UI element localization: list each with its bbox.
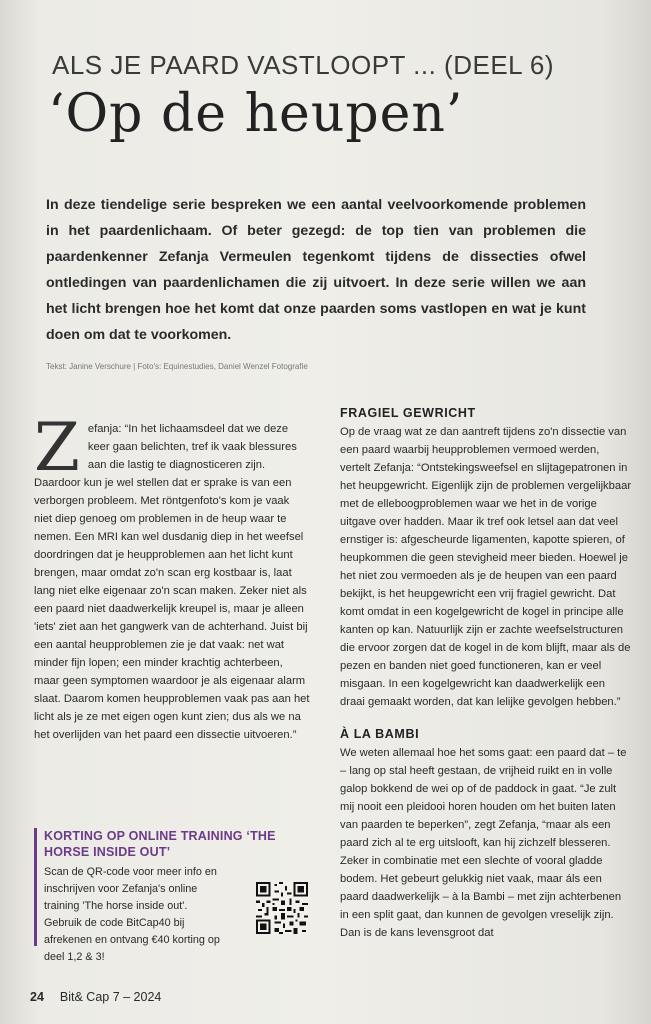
promo-heading: KORTING OP ONLINE TRAINING ‘THE HORSE INSIDE OUT’ (44, 829, 276, 859)
intro-paragraph: In deze tiendelige serie bespreken we een aantal veelvoorkomende problemen in het paardenlichaam. Of beter gezegd: de top tien van problemen die paardenkenner Zefanja Vermeulen tegenkomt tijdens de dissecties ofwel ontledingen van paardenlichamen die zij uitvoert. In deze serie willen we aan het licht brengen hoe het komt dat onze paarden soms vastlopen en wat je kunt doen om dat te voorkomen. (46, 197, 586, 343)
magazine-issue: Bit& Cap 7 – 2024 (59, 990, 162, 1004)
body-right-column (340, 404, 632, 956)
drop-cap: Z (34, 409, 80, 486)
qr-code-icon[interactable] (256, 882, 308, 934)
promo-box (34, 828, 310, 963)
page-number: 24 (30, 990, 44, 1004)
section-body-bambi: We weten allemaal hoe het soms gaat: een paard dat – te – lang op stal heeft gestaan, de vrijheid ruikt en in volle galop bokkend de wei op of de paddock in gaat. “Je zult mij nooit een pleidooi horen houden om het buiten laten van paarden te beperken”, zegt Zefanja, “maar als een paard zich al te erg uitslooft, kan hij zichzelf blesseren. Zeker in combinatie met een slechte of vooral gladde bodem. Het gebeurt gelukkig niet vaak, maar áls een paard daadwerkelijk – à la Bambi – met zijn achterbenen in een split gaat, dan kunnen de gevolgen vreselijk zijn. Dan is de kans levensgroot dat (340, 747, 627, 939)
body-left-text: efanja: “In het lichaamsdeel dat we deze keer gaan belichten, tref ik vaak blessures aan die lastig te diagnosticeren zijn. Daardoor kun je wel stellen dat er sprake is van een verborgen probleem. Met röntgenfoto's kom je vaak niet diep genoeg om problemen in de heup waar te nemen. Een MRI kan wel dusdanig diep in het weefsel doordringen dat je heupproblemen aan het licht kunt brengen, maar omdat zo'n scan erg kostbaar is, laat lang niet elke eigenaar zo'n scan maken. Zeker niet als een paard niet daadwerkelijk kreupel is, maar je alleen 'iets' ziet aan het gangwerk van de achterhand. Juist bij een aantal heupproblemen zie je dat vaak: net wat minder fijn lopen; een minder krachtig achterbeen, maar geen symptomen waardoor je als eigenaar alarm slaat. Daarom komen heupproblemen vaak pas aan het licht als je ze met eigen ogen kunt zien; dus als we na het overlijden van het paard een dissectie uitvoeren.” (34, 423, 310, 741)
series-kicker: ALS JE PAARD VASTLOOPT ... (DEEL 6) (52, 50, 555, 80)
body-left-column (34, 409, 310, 744)
section-body-fragiel: Op de vraag wat ze dan aantreft tijdens zo'n dissectie van een paard waarbij heupproblemen vermoed werden, vertelt Zefanja: “Ontstekingsweefsel en slijtagepatronen in het heupgewricht. Eigenlijk zijn de problemen vergelijkbaar met de elleboogproblemen waar we het in de vorige uitgave over hadden. Maar ik tref ook letsel aan dat veel ernstiger is: afgescheurde ligamenten, kapotte spieren, of heupkommen die geen stevigheid meer bieden. Hoewel je het niet zou vermoeden als je de heupen van een paard bekijkt, is het heupgewricht een vrij fragiel gewricht. Dat komt omdat in een kogelgewricht de kogel in principe alle kanten op kan. Natuurlijk zijn er zachte weefselstructuren die ervoor zorgen dat de kogel in de kom blijft, maar als de pezen en banden niet goed functioneren, kan er veel misgaan. In een kogelgewricht kan daadwerkelijk een draai gemaakt worden, dat kan lelijke gevolgen hebben.” (340, 426, 632, 708)
page-footer (30, 990, 330, 1004)
credits-line: Tekst: Janine Verschure | Foto's: Equinestudies, Daniel Wenzel Fotografie (46, 362, 308, 371)
promo-body: Scan de QR-code voor meer info en inschrijven voor Zefanja's online training 'The horse inside out'. Gebruik de code BitCap40 bij afrekenen en ontvang €40 korting op deel 1,2 & 3! (44, 866, 220, 963)
section-heading-fragiel: FRAGIEL GEWRICHT (340, 406, 476, 420)
article-title: ‘Op de heupen’ (48, 84, 464, 144)
section-heading-bambi: À LA BAMBI (340, 727, 420, 741)
promo-accent-bar (34, 828, 37, 946)
